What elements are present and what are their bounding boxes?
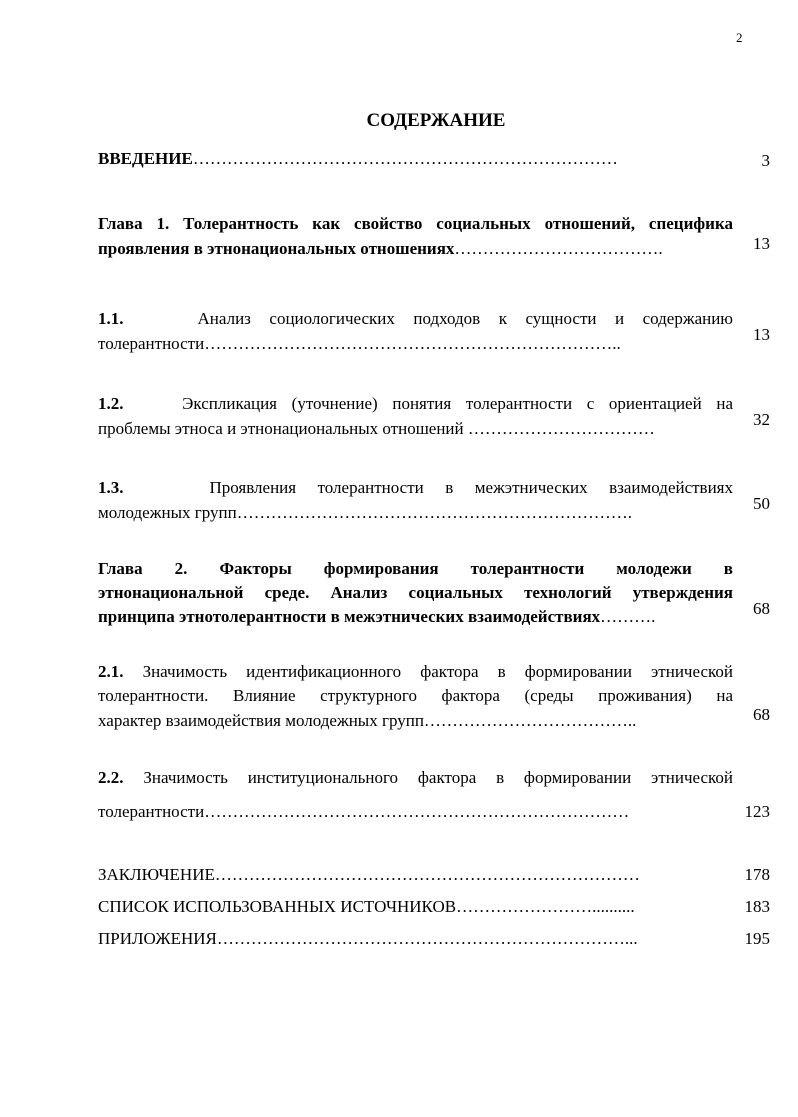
toc-leader-dots: …………………………………………………………………: [214, 865, 640, 884]
toc-entry-label: ЗАКЛЮЧЕНИЕ: [98, 865, 215, 884]
toc-entry-label: молодежных групп: [98, 503, 237, 522]
toc-page-number: 178: [744, 865, 770, 884]
toc-entry-label: характер взаимодействия молодежных групп: [98, 711, 424, 730]
toc-entry-label: СПИСОК ИСПОЛЬЗОВАННЫХ ИСТОЧНИКОВ: [98, 897, 457, 916]
toc-entry-label: Значимость идентификационного фактора в формировании этнической: [142, 662, 733, 681]
toc-page-number: 68: [753, 599, 770, 618]
toc-page-number: 183: [744, 897, 770, 916]
toc-entry-label: ВВЕДЕНИЕ: [98, 149, 193, 168]
toc-entry-intro[interactable]: [98, 148, 618, 170]
toc-entry-chapter-2-line-3[interactable]: [98, 606, 655, 628]
toc-page-number: 13: [753, 234, 770, 253]
toc-entry-1-3-line-2[interactable]: [98, 502, 632, 524]
toc-entry-1-2-line-1[interactable]: [98, 393, 733, 415]
toc-entry-conclusion[interactable]: [98, 864, 640, 886]
toc-leader-dots: …………………………………………………………….: [236, 503, 632, 522]
toc-leader-dots: …………………………………………………………………: [192, 149, 618, 168]
toc-entry-1-2-line-2[interactable]: [98, 418, 655, 440]
toc-entry-2-2-line-2[interactable]: [98, 801, 629, 823]
toc-entry-2-2-line-1[interactable]: [98, 767, 733, 789]
toc-page-number: 195: [744, 929, 770, 948]
toc-entry-sources[interactable]: [98, 896, 635, 918]
toc-section-number: 1.3.: [98, 478, 124, 497]
toc-entry-2-1-line-2[interactable]: толерантности. Влияние структурного фактора (среды проживания) на: [98, 686, 733, 705]
toc-entry-label: Экспликация (уточнение) понятия толерантности с ориентацией на: [182, 394, 733, 413]
toc-entry-label: проявления в этнонациональных отношениях: [98, 239, 455, 258]
toc-entry-label: Анализ социологических подходов к сущности и содержанию: [197, 309, 734, 328]
toc-leader-dots: ……………………………….: [454, 239, 663, 258]
toc-entry-2-1-line-1[interactable]: [98, 661, 733, 683]
toc-entry-label: толерантности: [98, 334, 205, 353]
toc-section-number: 2.1.: [98, 662, 124, 681]
toc-entry-label: проблемы этноса и этнонациональных отношений: [98, 419, 464, 438]
toc-entry-1-1-line-1[interactable]: [98, 308, 733, 330]
toc-leader-dots: ……….: [600, 607, 656, 626]
toc-page-number: 3: [761, 151, 770, 170]
toc-leader-dots: ………………………………………………………………..: [204, 334, 621, 353]
toc-page-number: 123: [744, 802, 770, 821]
toc-page-number: 50: [753, 494, 770, 513]
toc-leader-dots: ………………………………..: [423, 711, 637, 730]
page-title: СОДЕРЖАНИЕ: [366, 110, 506, 131]
toc-entry-chapter-1-line-2[interactable]: [98, 238, 663, 260]
toc-entry-label: ПРИЛОЖЕНИЯ: [98, 929, 217, 948]
toc-section-number: 1.1.: [98, 309, 124, 328]
toc-entry-label: Проявления толерантности в межэтнических взаимодействиях: [209, 478, 734, 497]
toc-leader-dots: …………………………………………………………………: [204, 802, 630, 821]
toc-entry-appendix[interactable]: [98, 928, 638, 950]
toc-entry-2-1-line-3[interactable]: [98, 710, 636, 732]
toc-section-number: 1.2.: [98, 394, 124, 413]
toc-leader-dots: ……………………..........: [456, 897, 635, 916]
toc-page-number: 32: [753, 410, 770, 429]
toc-leader-dots: ………………………………………………………………...: [216, 929, 638, 948]
toc-section-number: 2.2.: [98, 768, 124, 787]
toc-entry-1-1-line-2[interactable]: [98, 333, 621, 355]
toc-entry-chapter-1-line-1[interactable]: Глава 1. Толерантность как свойство социальных отношений, специфика: [98, 214, 733, 233]
toc-entry-label: принципа этнотолерантности в межэтнических взаимодействиях: [98, 607, 601, 626]
toc-page-number: 13: [753, 325, 770, 344]
toc-leader-dots: ……………………………: [467, 419, 655, 438]
toc-entry-label: толерантности: [98, 802, 205, 821]
toc-entry-1-3-line-1[interactable]: [98, 477, 733, 499]
toc-entry-chapter-2-line-1[interactable]: Глава 2. Факторы формирования толерантности молодежи в: [98, 559, 733, 578]
toc-entry-chapter-2-line-2[interactable]: этнонациональной среде. Анализ социальных технологий утверждения: [98, 583, 733, 602]
page-number: 2: [736, 30, 743, 45]
toc-page-number: 68: [753, 705, 770, 724]
toc-entry-label: Значимость институционального фактора в формировании этнической: [143, 768, 733, 787]
